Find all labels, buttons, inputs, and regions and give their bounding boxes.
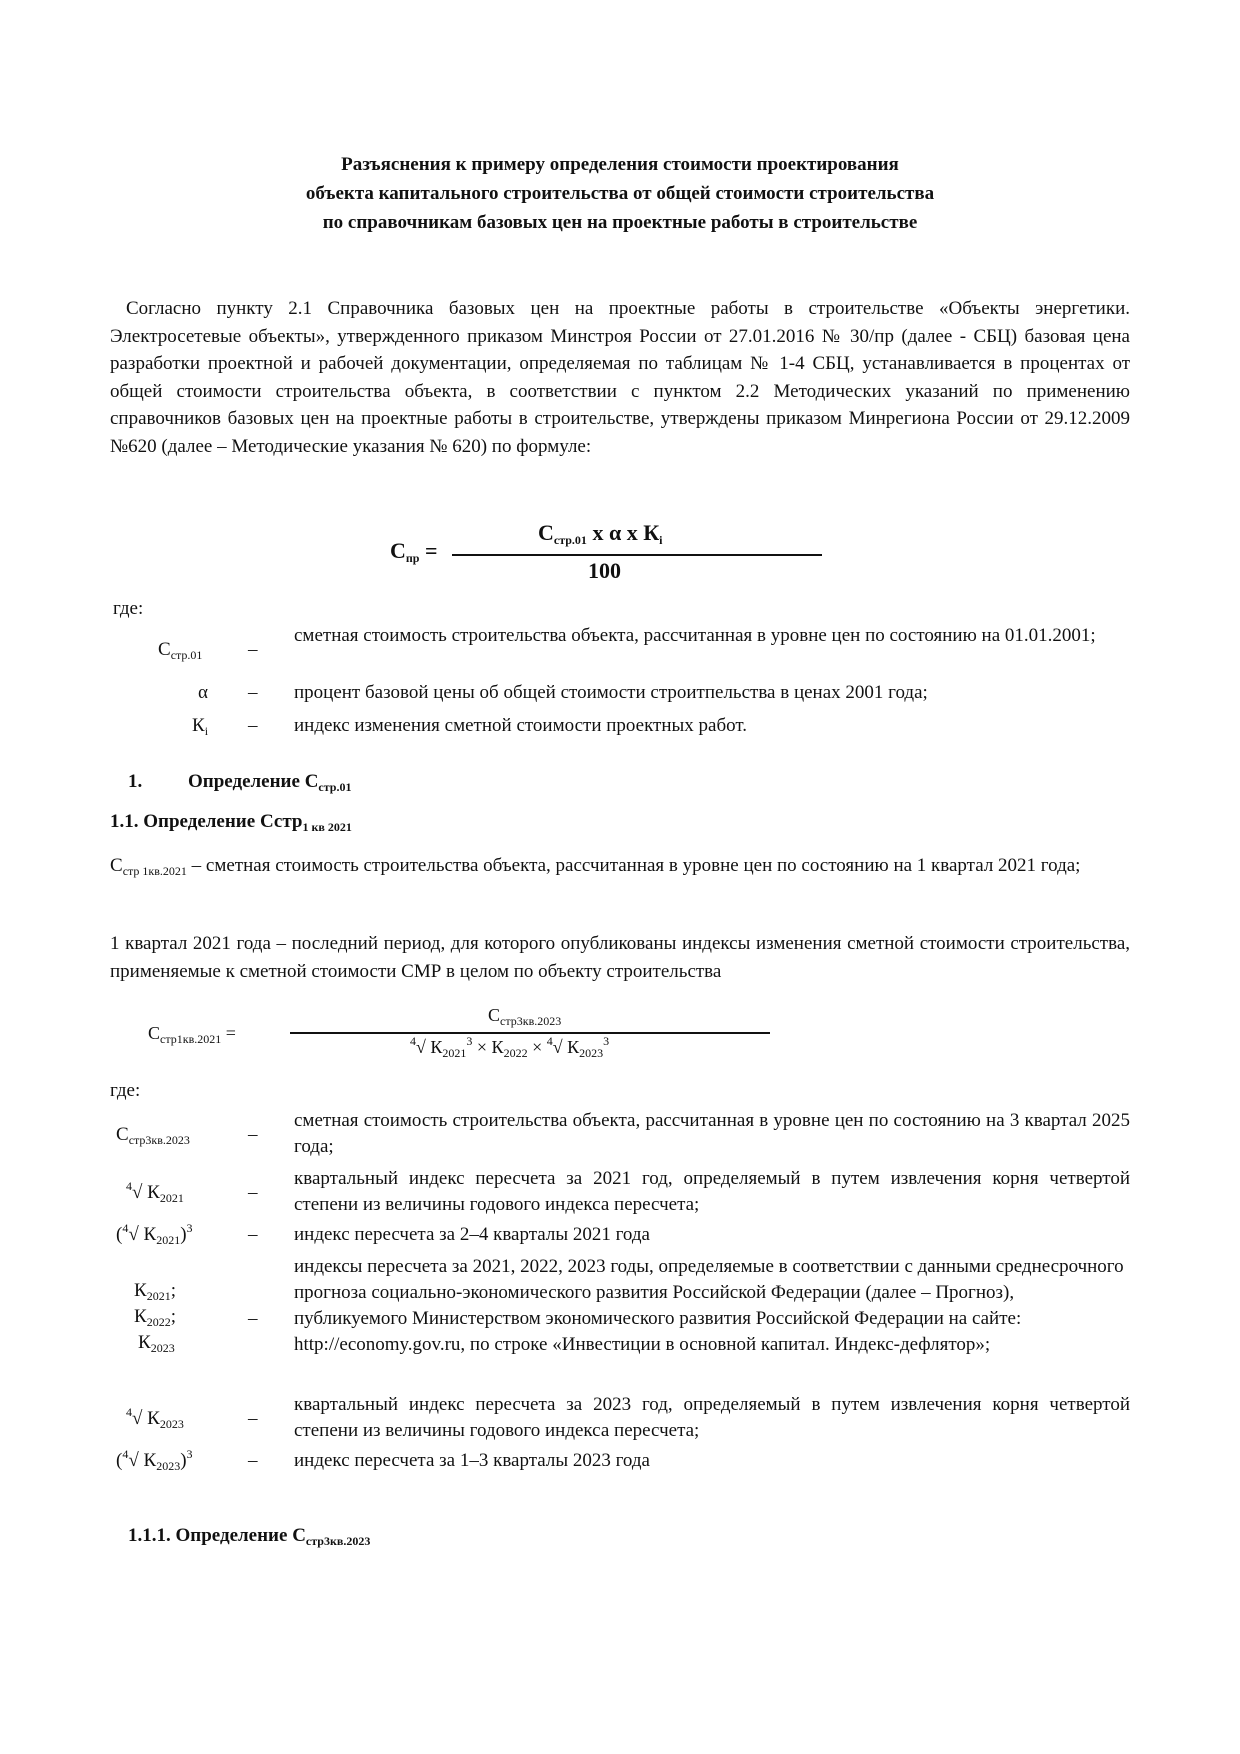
formula2-lhs: $С_{стр1кв.2021}$ = xyxy=(148,1023,236,1046)
definition-row xyxy=(100,713,1130,741)
definition-row xyxy=(100,1108,1130,1162)
definition-dash: – xyxy=(248,1182,258,1203)
definition-dash: – xyxy=(248,1308,258,1329)
definition-row xyxy=(100,680,1130,708)
definition-symbol: $К_i$ xyxy=(192,715,209,738)
definition-row xyxy=(100,1254,1130,1386)
definition-row xyxy=(100,623,1130,677)
definition-dash: – xyxy=(248,1124,258,1145)
definition-dash: – xyxy=(248,639,258,660)
heading-section-1-1: 1.1. Определение Сстр$_{1 кв 2021}$ xyxy=(110,811,352,834)
definition-text: квартальный индекс пересчета за 2023 год, определяемый в путем извлечения корня четвертой степени из величины годового индекса пересчета; xyxy=(294,1394,1130,1441)
intro-text: Согласно пункту 2.1 Справочника базовых цен на проектные работы в строительстве «Объекты энергетики. Электросетевые объекты», утвержденного приказом Минстроя России от 27.01.2016 № 30/пр (далее - СБЦ) базовая цена разработки проектной и рабочей документации, определяемая по таблицам № 1-4 СБЦ, устанавливается в процентах от общей стоимости строительства объекта, в соответствии с пунктом 2.2 Методических указаний по применению справочников базовых цен на проектные работы в строительстве, утверждены приказом Минрегиона России от 29.12.2009 №620 (далее – Методические указания № 620) по формуле: xyxy=(110,298,1130,457)
definition-dash: – xyxy=(248,1408,258,1429)
definition-text: квартальный индекс пересчета за 2021 год, определяемый в путем извлечения корня четвертой степени из величины годового индекса пересчета; xyxy=(294,1168,1130,1215)
formula2-numerator: $С_{стр3кв.2023}$ xyxy=(488,1005,562,1028)
definition-text: индексы пересчета за 2021, 2022, 2023 годы, определяемые в соответствии с данными среднесрочного прогноза социально-экономического развития Российской Федерации (далее – Прогноз), публикуемого Министерством экономического развития Российской Федерации на сайте: http://economy.gov.ru, по строке «Инвестиции в основной капитал. Индекс-дефлятор»; xyxy=(294,1256,1124,1355)
definition-dash: – xyxy=(248,715,258,736)
definition-text: сметная стоимость строительства объекта, рассчитанная в уровне цен по состоянию на 3 квартал 2025 года; xyxy=(294,1110,1130,1157)
fraction-bar xyxy=(290,1032,770,1034)
definition-symbol: $^4$√ $К_{2023}$ xyxy=(126,1405,184,1431)
formula-numerator: $С_{стр.01}$ x α x $К_i$ xyxy=(538,520,663,547)
definition-dash: – xyxy=(248,682,258,703)
title-line-1: Разъяснения к примеру определения стоимости проектирования xyxy=(341,154,899,175)
definition-symbol: ($^4$√ $К_{2023})^3$ xyxy=(116,1447,193,1473)
definition-symbol: $С_{стр.01}$ xyxy=(158,639,203,662)
definition-text: процент базовой цены об общей стоимости строитпельства в ценах 2001 года; xyxy=(294,682,928,703)
title-line-2: объекта капитального строительства от общей стоимости строительства xyxy=(305,183,935,204)
paragraph-c-1kv2021: $С_{стр 1кв.2021}$ – сметная стоимость строительства объекта, рассчитанная в уровне цен по состоянию на 1 квартал 2021 года; xyxy=(110,855,1081,878)
definition-dash: – xyxy=(248,1450,258,1471)
title-line-3: по справочникам базовых цен на проектные работы в строительстве xyxy=(322,212,918,233)
formula-c-1kv2021 xyxy=(140,1005,780,1075)
fraction-bar xyxy=(452,554,822,556)
definition-text: индекс пересчета за 1–3 кварталы 2023 года xyxy=(294,1450,650,1471)
definition-symbol: $^4$√ $К_{2021}$ xyxy=(126,1179,184,1205)
definition-text: индекс изменения сметной стоимости проектных работ. xyxy=(294,715,748,736)
definition-text: сметная стоимость строительства объекта, рассчитанная в уровне цен по состоянию на 01.01.2001; xyxy=(294,625,1096,646)
definition-symbol: $К_{2021}$; $К_{2022}$; $К_{2023}$ xyxy=(134,1280,176,1355)
definition-symbol: $С_{стр3кв.2023}$ xyxy=(116,1124,190,1147)
definition-symbol: ($^4$√ $К_{2021})^3$ xyxy=(116,1221,193,1247)
formula-base-price xyxy=(390,520,790,590)
formula-lhs: $С_{пр}$ = xyxy=(390,538,438,565)
heading-section-1-1-1: 1.1.1. Определение $С_{стр3кв.2023}$ xyxy=(128,1525,371,1548)
heading-section-1: 1. Определение $С_{стр.01}$ xyxy=(128,771,352,794)
intro-paragraph xyxy=(110,295,1130,460)
definition-row xyxy=(100,1222,1130,1250)
definition-text: индекс пересчета за 2–4 кварталы 2021 года xyxy=(294,1224,650,1245)
where-label-2: где: xyxy=(110,1080,141,1101)
formula-denominator: 100 xyxy=(588,558,621,583)
definition-dash: – xyxy=(248,1224,258,1245)
definition-row xyxy=(100,1448,1130,1476)
definition-row xyxy=(100,1392,1130,1446)
where-label: где: xyxy=(113,598,144,619)
definition-row xyxy=(100,1166,1130,1220)
paragraph-period: 1 квартал 2021 года – последний период, для которого опубликованы индексы изменения сметной стоимости строительства, применяемые к сметной стоимости СМР в целом по объекту строительства xyxy=(110,933,1130,982)
document-title xyxy=(0,150,1240,237)
formula2-denominator: $^4$√ $К_{2021}^3 \times К_{2022} \times ^4√$ $К_{2023}^3$ xyxy=(410,1034,610,1060)
definition-symbol: α xyxy=(198,682,208,703)
